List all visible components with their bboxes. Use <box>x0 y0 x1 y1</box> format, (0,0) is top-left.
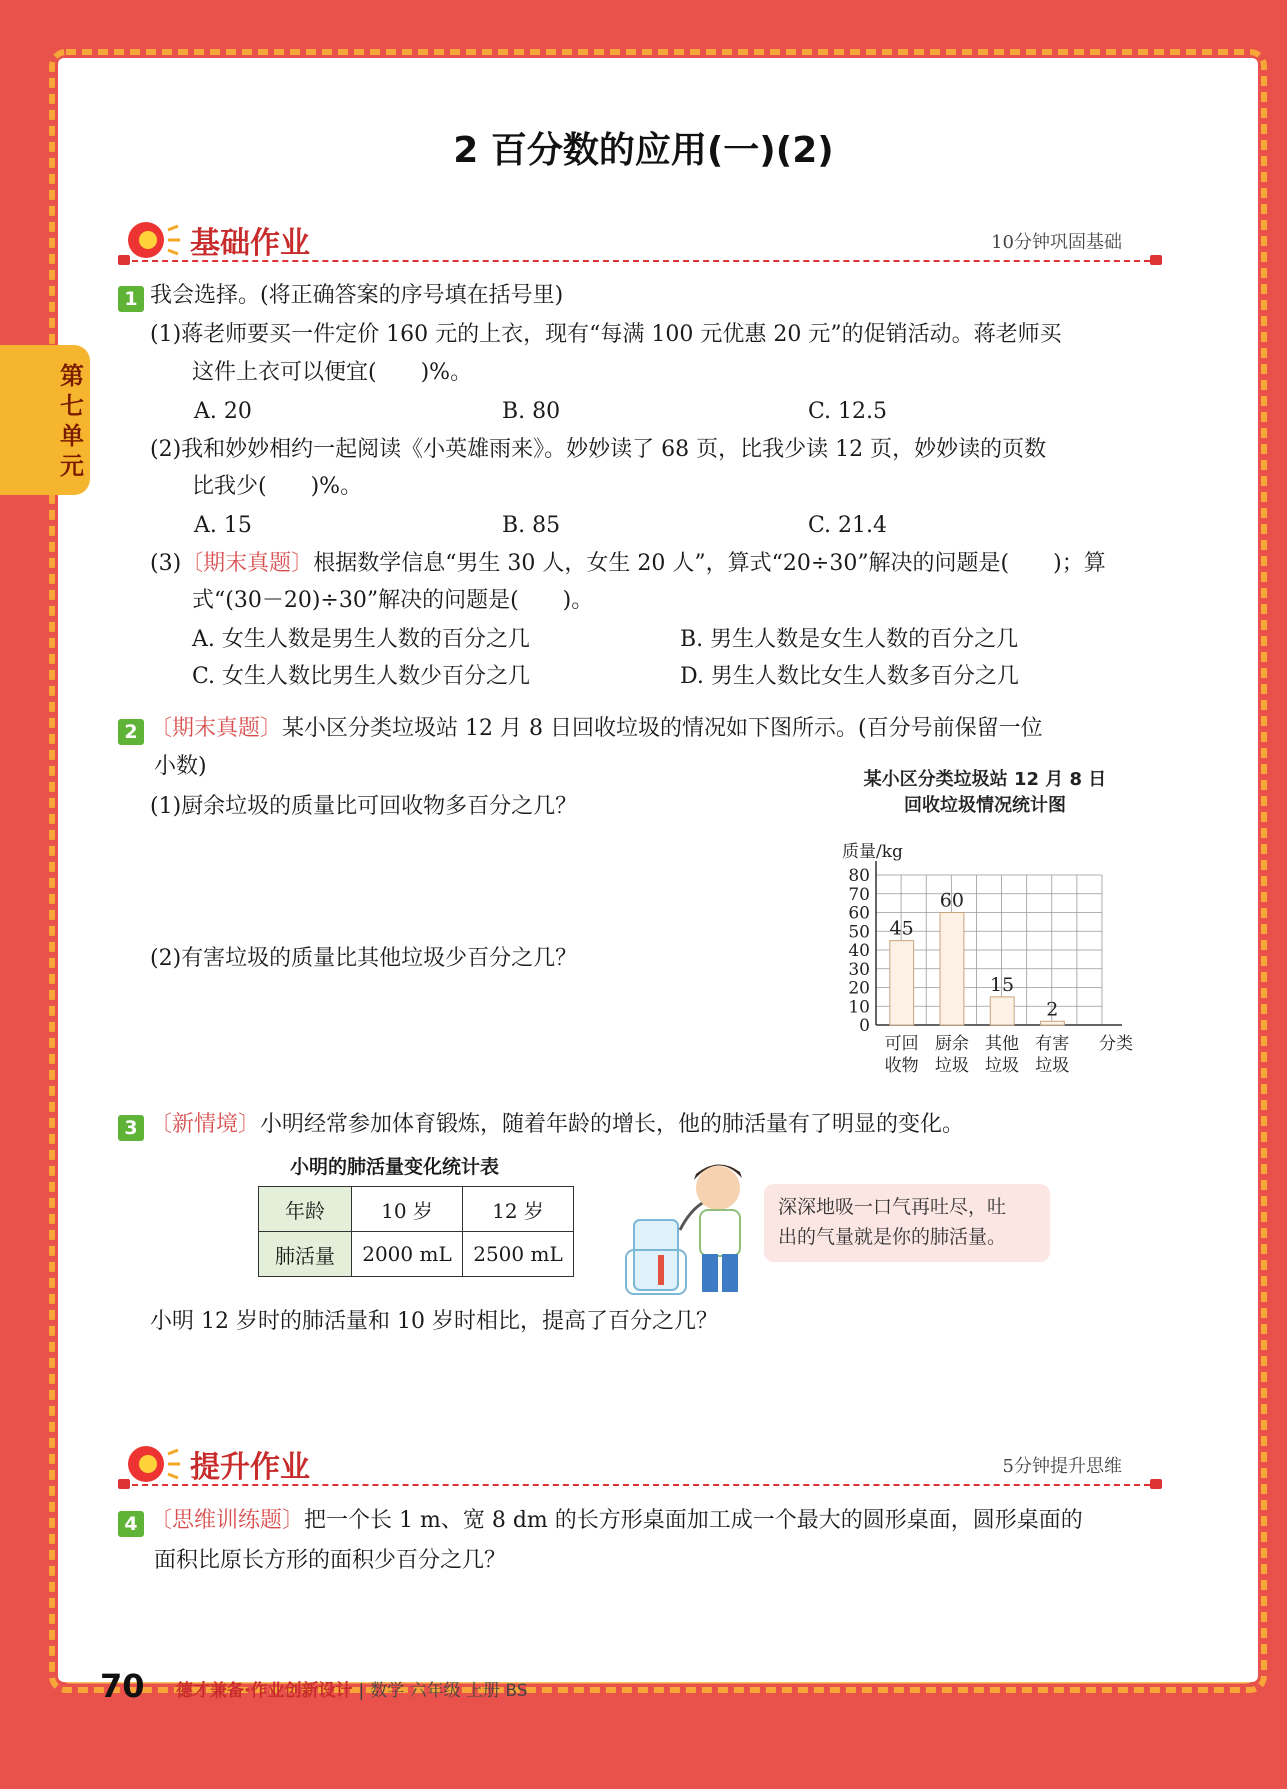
boy-spirometer-illustration <box>620 1150 760 1300</box>
bell-icon <box>122 1440 184 1484</box>
q1-p3-opt-c: C. 女生人数比男生人数少百分之几 <box>192 664 531 689</box>
chart-xtick: 收物 <box>884 1056 919 1076</box>
lung-table-val-10: 2000 mL <box>352 1232 463 1277</box>
chart-title: 某小区分类垃圾站 12 月 8 日 <box>863 769 1107 790</box>
section-basic-label: 基础作业 <box>190 226 310 261</box>
q1-p3-line2: 式“(30－20)÷30”解决的问题是( )。 <box>192 588 594 613</box>
q1-p1-line2: 这件上衣可以便宜( )%。 <box>192 360 473 385</box>
page-title: 2 百分数的应用(一)(2) <box>453 130 834 171</box>
q1-p1-opt-c: C. 12.5 <box>808 399 888 424</box>
chart-ytick: 50 <box>848 922 870 943</box>
garbage-bar-chart <box>820 765 1150 1090</box>
chart-xtick: 其他 <box>985 1034 1020 1054</box>
q4-line2: 面积比原长方形的面积少百分之几？ <box>154 1548 507 1573</box>
chart-ytick: 10 <box>848 997 870 1018</box>
q1-p2-line1: (2)我和妙妙相约一起阅读《小英雄雨来》。妙妙读了 68 页，比我少读 12 页，妙妙读的页数 <box>150 437 1047 462</box>
q2-sub1: (1)厨余垃圾的质量比可回收物多百分之几？ <box>150 794 578 819</box>
chart-data-label: 60 <box>939 889 964 912</box>
chart-subtitle: 回收垃圾情况统计图 <box>904 795 1066 816</box>
q4-line1: 4 〔思维训练题〕把一个长 1 m、宽 8 dm 的长方形桌面加工成一个最大的圆形桌面，圆形桌面的 <box>118 1506 1083 1537</box>
lung-table-h-age: 年龄 <box>259 1187 352 1232</box>
lung-table-h-capacity: 肺活量 <box>259 1232 352 1277</box>
lung-table-title: 小明的肺活量变化统计表 <box>290 1156 500 1178</box>
lung-table-age-10: 10 岁 <box>352 1187 463 1232</box>
chart-xtick: 垃圾 <box>985 1056 1020 1076</box>
q1-p1-line1: (1)蒋老师要买一件定价 160 元的上衣，现有“每满 100 元优惠 20 元”的促销活动。蒋老师买 <box>150 322 1062 347</box>
q1-p2-opt-c: C. 21.4 <box>808 513 888 538</box>
q3-line1: 3 〔新情境〕小明经常参加体育锻炼，随着年龄的增长，他的肺活量有了明显的变化。 <box>118 1110 964 1141</box>
q2-sub2: (2)有害垃圾的质量比其他垃圾少百分之几？ <box>150 946 578 971</box>
unit-tab <box>0 345 90 495</box>
page-number: 70 <box>100 1667 145 1705</box>
chart-data-label: 45 <box>889 917 914 940</box>
q1-p2-line2: 比我少( )%。 <box>192 474 363 499</box>
lung-table <box>258 1186 574 1277</box>
chart-bar <box>990 997 1014 1025</box>
lung-table-age-12: 12 岁 <box>463 1187 574 1232</box>
section-advanced-header <box>118 1442 1160 1492</box>
q1-p1-opt-b: B. 80 <box>502 399 561 424</box>
q1-p2-opt-b: B. 85 <box>502 513 561 538</box>
chart-xlabel: 分类 <box>1099 1034 1133 1054</box>
q1-p3-opt-b: B. 男生人数是女生人数的百分之几 <box>680 627 1019 652</box>
chart-ytick: 80 <box>848 866 870 886</box>
chart-xtick: 可回 <box>884 1034 919 1054</box>
section-advanced-label: 提升作业 <box>190 1450 310 1485</box>
section-basic-header <box>118 218 1160 268</box>
q3-question: 小明 12 岁时的肺活量和 10 岁时相比，提高了百分之几？ <box>150 1309 718 1334</box>
chart-ytick: 20 <box>848 978 870 999</box>
chart-xtick: 厨余 <box>934 1034 969 1054</box>
chart-data-label: 2 <box>1046 998 1059 1021</box>
footer-text: 德才兼备·作业创新设计 | 数学 六年级 上册 BS <box>176 1681 528 1701</box>
q1-p3-opt-d: D. 男生人数比女生人数多百分之几 <box>680 664 1019 689</box>
q1-p2-opt-a: A. 15 <box>194 513 252 538</box>
chart-ytick: 0 <box>859 1016 870 1036</box>
chart-ytick: 70 <box>848 884 870 905</box>
chart-xtick: 有害 <box>1035 1034 1070 1054</box>
q1-stem: 1 我会选择。(将正确答案的序号填在括号里) <box>118 281 563 312</box>
chart-bar <box>1040 1021 1064 1025</box>
section-basic-sub: 10分钟巩固基础 <box>991 232 1122 253</box>
q1-p3-line1: (3)〔期末真题〕根据数学信息“男生 30 人，女生 20 人”，算式“20÷30”解决的问题是( )；算 <box>150 551 1106 576</box>
chart-bar <box>940 913 964 1026</box>
bell-icon <box>122 216 184 260</box>
q1-p1-opt-a: A. 20 <box>194 399 252 424</box>
q2-line1: 2 〔期末真题〕某小区分类垃圾站 12 月 8 日回收垃圾的情况如下图所示。(百分号前保留一位 <box>118 714 1043 745</box>
chart-ytick: 40 <box>848 941 870 961</box>
lung-table-val-12: 2500 mL <box>463 1232 574 1277</box>
q2-line2: 小数) <box>154 754 207 779</box>
chart-data-label: 15 <box>989 973 1015 996</box>
chart-ylabel: 质量/kg <box>842 842 903 862</box>
chart-bar <box>890 941 914 1025</box>
unit-tab-label: 第七单元 <box>60 362 84 480</box>
chart-ytick: 30 <box>848 959 870 980</box>
chart-ytick: 60 <box>848 903 870 924</box>
chart-xtick: 垃圾 <box>1035 1056 1070 1076</box>
q1-p3-opt-a: A. 女生人数是男生人数的百分之几 <box>192 627 530 652</box>
section-advanced-sub: 5分钟提升思维 <box>1002 1456 1122 1477</box>
chart-xtick: 垃圾 <box>934 1056 969 1076</box>
speech-bubble: 深深地吸一口气再吐尽，吐 出的气量就是你的肺活量。 <box>764 1184 1050 1262</box>
